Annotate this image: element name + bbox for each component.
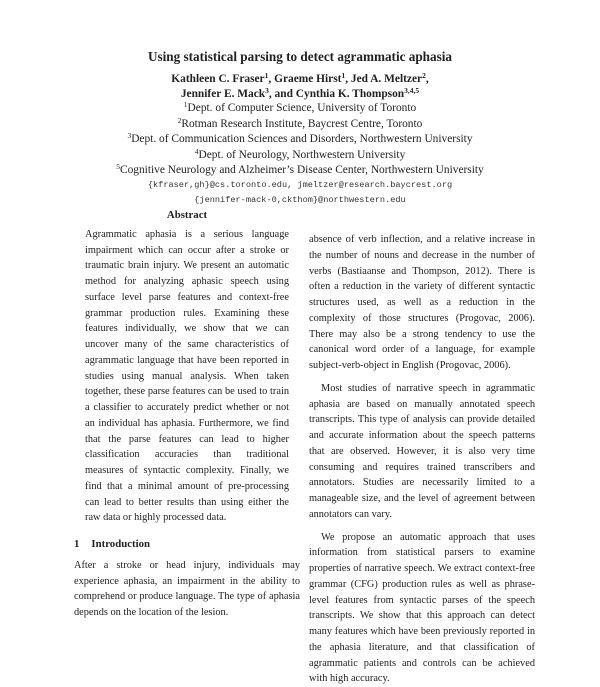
intro-paragraph: After a stroke or head injury, individuals may experience aphasia, an impairment in the ability to comprehend or produce language. The type of aphasia depends on the location of the lesion.: [74, 558, 300, 621]
author-affil-mark: 1: [341, 71, 345, 80]
affiliation-text: Rotman Research Institute, Baycrest Centre, Toronto: [181, 118, 422, 130]
affiliation-mark: 2: [178, 116, 182, 125]
affiliation: [0, 148, 600, 164]
author-list: [0, 72, 600, 102]
left-column: [74, 208, 300, 621]
author-name: Kathleen C. Fraser: [171, 73, 264, 85]
author-affil-mark: 3,4,5: [404, 86, 419, 95]
body-paragraph: Most studies of narrative speech in agrammatic aphasia are based on manually annotated speech transcripts. This type of analysis can provide detailed and accurate information about the speech patterns that are observed. However, it is also very time consuming and requires trained transcribers and annotators. Studies are necessarily limited to a manageable size, and the level of agreement between annotators can vary.: [309, 381, 535, 523]
author-affil-mark: 3: [265, 86, 269, 95]
author-line-2: [0, 87, 600, 102]
right-column: [309, 232, 535, 687]
affiliation: [0, 163, 600, 179]
author-separator: , and: [269, 88, 296, 100]
author-name: Graeme Hirst: [274, 73, 341, 85]
affiliation: [0, 132, 600, 148]
body-paragraph: We propose an automatic approach that uses information from statistical parsers to examine properties of narrative speech. We extract context-free grammar (CFG) production rules as well as phrase-level features from syntactic parses of the speech transcripts. We show that this approach can detect many features which have been previously reported in the aphasia literature, and that classification of agrammatic patients and controls can be achieved with high accuracy.: [309, 530, 535, 687]
author-separator: ,: [268, 73, 274, 85]
email-block: [0, 178, 600, 207]
section-title: Introduction: [91, 538, 150, 550]
abstract-heading: Abstract: [74, 208, 300, 224]
affiliation-mark: 4: [195, 147, 199, 156]
affiliation-text: Dept. of Neurology, Northwestern University: [198, 149, 405, 161]
body-paragraph: absence of verb inflection, and a relative increase in the number of nouns and decrease in the number of verbs (Bastiaanse and Thompson, 2012). There is often a reduction in the variety of different syntactic structures used, as well as a reduction in the complexity of those structures (Progovac, 2006). There may also be a strong tendency to use the canonical word order of a language, for example subject-verb-object in English (Progovac, 2006).: [309, 232, 535, 374]
abstract-text: Agrammatic aphasia is a serious language impairment which can occur after a stroke or traumatic brain injury. We present an automatic method for analyzing aphasic speech using surface level parse features and context-free grammar production rules. Examining these features individually, we show that we can uncover many of the same characteristics of agrammatic language that have been reported in studies using manual analysis. When taken together, these parse features can be used to train a classifier to accurately predict whether or not an individual has aphasia. Furthermore, we find that the parse features can lead to higher classification accuracies than traditional measures of syntactic complexity. Finally, we find that a minimal amount of pre-processing can lead to better results than using either the raw data or highly processed data.: [74, 227, 300, 526]
section-heading-introduction: [74, 537, 300, 553]
author-separator: ,: [345, 73, 351, 85]
author-affil-mark: 1: [265, 71, 269, 80]
section-number: 1: [74, 538, 79, 550]
author-separator: ,: [426, 73, 429, 85]
author-name: Jed A. Meltzer: [351, 73, 422, 85]
affiliation-text: Dept. of Communication Sciences and Disorders, Northwestern University: [131, 133, 472, 145]
affiliation-mark: 3: [127, 131, 131, 140]
affiliation-text: Cognitive Neurology and Alzheimer’s Disease Center, Northwestern University: [120, 164, 484, 176]
affiliation-list: [0, 101, 600, 179]
paper-title: Using statistical parsing to detect agrammatic aphasia: [0, 49, 600, 65]
author-name: Cynthia K. Thompson: [296, 88, 404, 100]
email-line: {kfraser,gh}@cs.toronto.edu, jmeltzer@research.baycrest.org: [0, 178, 600, 193]
email-line: {jennifer-mack-0,ckthom}@northwestern.edu: [0, 193, 600, 208]
affiliation: [0, 117, 600, 133]
author-name: Jennifer E. Mack: [181, 88, 265, 100]
affiliation-text: Dept. of Computer Science, University of Toronto: [188, 102, 417, 114]
affiliation: [0, 101, 600, 117]
affiliation-mark: 5: [116, 162, 120, 171]
author-affil-mark: 2: [422, 71, 426, 80]
affiliation-mark: 1: [184, 100, 188, 109]
author-line-1: [0, 72, 600, 87]
